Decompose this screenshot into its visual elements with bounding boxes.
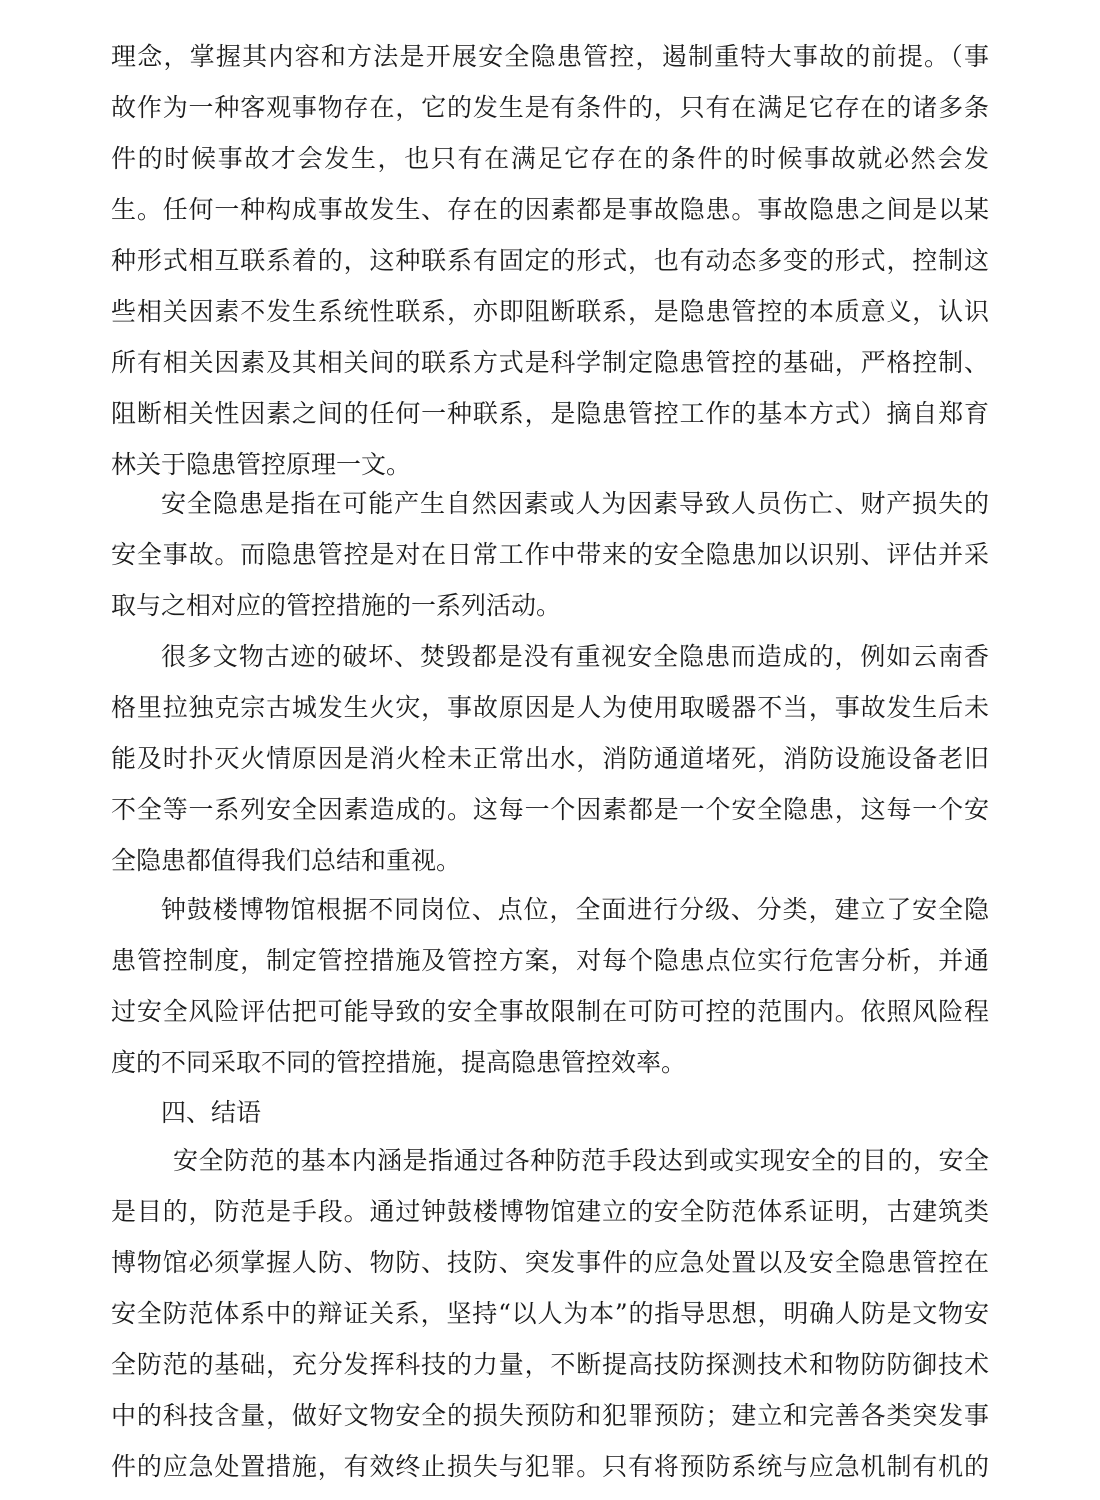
text-line: 全隐患都值得我们总结和重视。 <box>111 846 462 875</box>
text-line: 全防范的基础，充分发挥科技的力量，不断提高技防探测技术和物防防御技术 <box>111 1350 989 1379</box>
text-line: 生。任何一种构成事故发生、存在的因素都是事故隐患。事故隐患之间是以某 <box>111 195 989 224</box>
text-line: 不全等一系列安全因素造成的。这每一个因素都是一个安全隐患，这每一个安 <box>111 795 989 824</box>
text-line: 度的不同采取不同的管控措施，提高隐患管控效率。 <box>111 1048 687 1077</box>
text-line: 患管控制度，制定管控措施及管控方案，对每个隐患点位实行危害分析，并通 <box>111 946 989 975</box>
text-line: 安全事故。而隐患管控是对在日常工作中带来的安全隐患加以识别、评估并采 <box>111 540 989 569</box>
text-line: 理念，掌握其内容和方法是开展安全隐患管控，遏制重特大事故的前提。（事 <box>111 42 989 71</box>
text-line: 件的时候事故才会发生，也只有在满足它存在的条件的时候事故就必然会发 <box>111 144 989 173</box>
text-line: 过安全风险评估把可能导致的安全事故限制在可防可控的范围内。依照风险程 <box>111 997 989 1026</box>
text-line: 阻断相关性因素之间的任何一种联系，是隐患管控工作的基本方式）摘自郑育 <box>111 399 989 428</box>
text-line: 中的科技含量，做好文物安全的损失预防和犯罪预防；建立和完善各类突发事 <box>111 1401 989 1430</box>
text-line: 件的应急处置措施，有效终止损失与犯罪。只有将预防系统与应急机制有机的 <box>111 1452 989 1481</box>
text-line: 能及时扑灭火情原因是消火栓未正常出水，消防通道堵死，消防设施设备老旧 <box>111 744 989 773</box>
text-line: 林关于隐患管控原理一文。 <box>111 450 412 479</box>
text-line: 钟鼓楼博物馆根据不同岗位、点位，全面进行分级、分类，建立了安全隐 <box>161 895 989 924</box>
text-line: 是目的，防范是手段。通过钟鼓楼博物馆建立的安全防范体系证明，古建筑类 <box>111 1197 989 1226</box>
text-line: 格里拉独克宗古城发生火灾，事故原因是人为使用取暖器不当，事故发生后未 <box>111 693 989 722</box>
section-heading: 四、结语 <box>161 1098 262 1127</box>
text-line: 安全隐患是指在可能产生自然因素或人为因素导致人员伤亡、财产损失的 <box>161 489 989 518</box>
text-line: 安全防范的基本内涵是指通过各种防范手段达到或实现安全的目的，安全 <box>173 1146 989 1175</box>
text-line: 博物馆必须掌握人防、物防、技防、突发事件的应急处置以及安全隐患管控在 <box>111 1248 989 1277</box>
text-line: 取与之相对应的管控措施的一系列活动。 <box>111 591 562 620</box>
text-line: 故作为一种客观事物存在，它的发生是有条件的，只有在满足它存在的诸多条 <box>111 93 989 122</box>
text-line: 安全防范体系中的辩证关系，坚持“以人为本”的指导思想，明确人防是文物安 <box>111 1299 989 1328</box>
text-line: 些相关因素不发生系统性联系，亦即阻断联系，是隐患管控的本质意义，认识 <box>111 297 989 326</box>
text-line: 很多文物古迹的破坏、焚毁都是没有重视安全隐患而造成的，例如云南香 <box>161 642 989 671</box>
text-line: 所有相关因素及其相关间的联系方式是科学制定隐患管控的基础，严格控制、 <box>111 348 989 377</box>
text-line: 种形式相互联系着的，这种联系有固定的形式，也有动态多变的形式，控制这 <box>111 246 989 275</box>
